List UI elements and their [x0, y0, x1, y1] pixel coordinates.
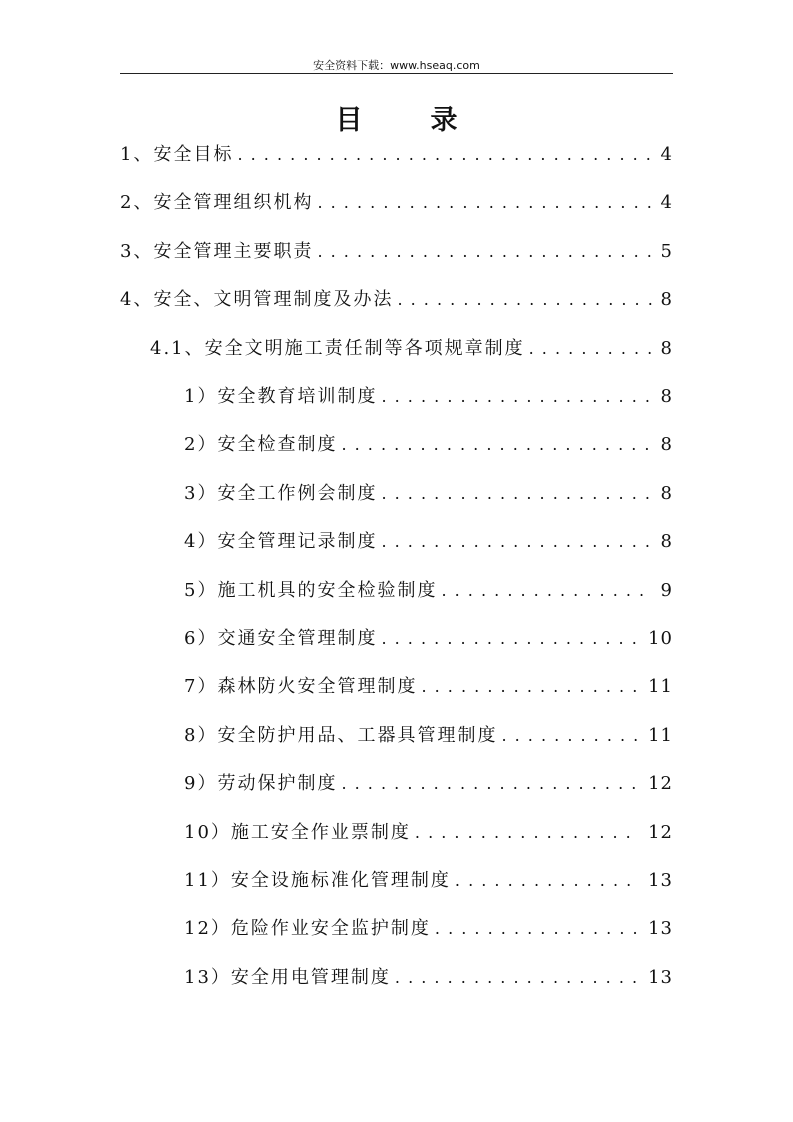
- toc-page-number: 13: [648, 918, 673, 940]
- toc-dot-leader: [381, 484, 652, 503]
- toc-page-number: 11: [648, 724, 673, 746]
- toc-entry[interactable]: [184, 721, 673, 747]
- toc-dot-leader: [317, 242, 652, 261]
- toc-entry-title: 4.1、安全文明施工责任制等各项规章制度: [150, 337, 525, 359]
- toc-entry-title: 13）安全用电管理制度: [184, 966, 391, 988]
- toc-dot-leader: [441, 581, 652, 600]
- toc-entry[interactable]: [184, 866, 673, 892]
- toc-entry[interactable]: [184, 479, 673, 505]
- toc-entry[interactable]: [120, 285, 673, 311]
- toc-entry-title: 1、安全目标: [120, 144, 234, 165]
- toc-entry[interactable]: [184, 914, 673, 940]
- toc-page-number: 13: [648, 870, 673, 891]
- toc-entry-title: 8）安全防护用品、工器具管理制度: [184, 724, 498, 746]
- toc-entry-title: 11）安全设施标准化管理制度: [184, 870, 451, 891]
- toc-entry[interactable]: [184, 576, 673, 602]
- toc-entry[interactable]: [184, 527, 673, 553]
- toc-dot-leader: [501, 726, 640, 745]
- toc-dot-leader: [421, 677, 640, 696]
- toc-page-number: 4: [660, 192, 673, 214]
- toc-entry[interactable]: [184, 963, 673, 989]
- toc-dot-leader: [341, 435, 652, 454]
- toc-entry[interactable]: [120, 140, 673, 166]
- toc-page-number: 13: [648, 966, 673, 988]
- toc-entry[interactable]: [184, 818, 673, 844]
- toc-dot-leader: [381, 629, 640, 648]
- toc-page-number: 9: [660, 579, 673, 601]
- page-header: 安全资料下载：www.hseaq.com: [313, 59, 480, 72]
- toc-entry[interactable]: [120, 188, 673, 214]
- toc-entry[interactable]: [184, 624, 673, 650]
- toc-dot-leader: [381, 532, 652, 551]
- toc-entry-title: 1）安全教育培训制度: [184, 386, 378, 407]
- toc-page-number: 12: [648, 773, 673, 795]
- toc-entry-title: 6）交通安全管理制度: [184, 628, 378, 649]
- toc-dot-leader: [455, 871, 640, 890]
- toc-entry-title: 9）劳动保护制度: [184, 773, 338, 795]
- toc-dot-leader: [529, 339, 653, 358]
- toc-entry-title: 2、安全管理组织机构: [120, 192, 314, 214]
- toc-entry[interactable]: [184, 672, 673, 698]
- toc-dot-leader: [381, 387, 652, 406]
- toc-page-number: 8: [660, 434, 673, 456]
- toc-page-number: 12: [648, 821, 673, 843]
- toc-page-number: 8: [660, 482, 673, 504]
- toc-entry[interactable]: [184, 382, 673, 408]
- toc-entry-title: 5）施工机具的安全检验制度: [184, 579, 438, 601]
- toc-entry-title: 10）施工安全作业票制度: [184, 821, 411, 843]
- toc-dot-leader: [237, 145, 652, 164]
- toc-page-number: 8: [660, 337, 673, 359]
- toc-entry[interactable]: [184, 769, 673, 795]
- toc-page-number: 5: [660, 240, 673, 262]
- toc-dot-leader: [435, 919, 640, 938]
- toc-entry-title: 4、安全、文明管理制度及办法: [120, 289, 394, 311]
- toc-entry-title: 12）危险作业安全监护制度: [184, 918, 431, 940]
- toc-dot-leader: [397, 290, 652, 309]
- toc-dot-leader: [317, 193, 652, 212]
- document-title: 目录: [335, 105, 526, 136]
- toc-page-number: 8: [660, 531, 673, 553]
- toc-dot-leader: [415, 823, 640, 842]
- toc-page-number: 11: [648, 676, 673, 698]
- toc-entry-title: 7）森林防火安全管理制度: [184, 676, 418, 698]
- toc-entry-title: 4）安全管理记录制度: [184, 531, 378, 553]
- toc-page-number: 8: [660, 289, 673, 311]
- toc-entry[interactable]: [184, 430, 673, 456]
- toc-entry-title: 3）安全工作例会制度: [184, 482, 378, 504]
- toc-entry[interactable]: [150, 334, 673, 360]
- toc-page-number: 8: [660, 386, 673, 407]
- toc-entry[interactable]: [120, 237, 673, 263]
- toc-dot-leader: [395, 968, 640, 987]
- toc-dot-leader: [341, 774, 640, 793]
- toc-page-number: 4: [660, 144, 673, 165]
- toc-entry-title: 2）安全检查制度: [184, 434, 338, 456]
- toc-page-number: 10: [648, 628, 673, 649]
- toc-entry-title: 3、安全管理主要职责: [120, 240, 314, 262]
